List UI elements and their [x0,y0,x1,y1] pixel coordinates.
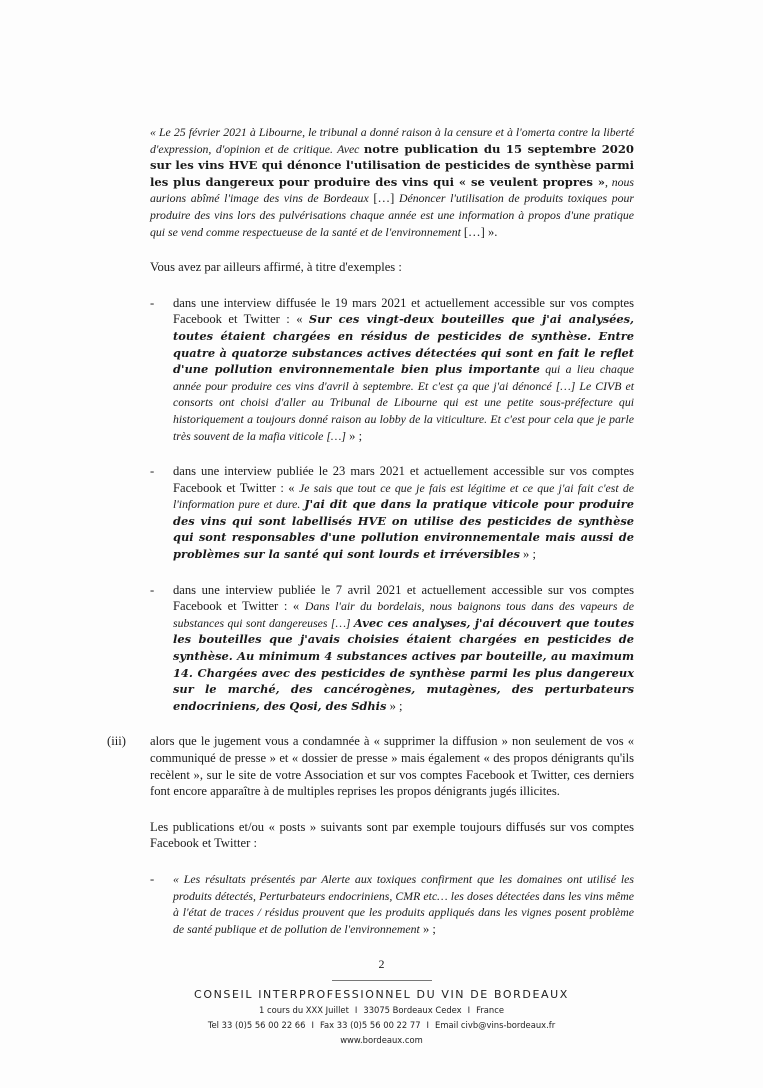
quote-intro-italic-2: , nous aurions abîmé l'image des vins de Bordeaux [150,174,635,206]
footer-divider [332,980,432,981]
footer-fax: Fax 33 (0)5 56 00 22 77 [319,1020,421,1031]
separator: I [311,1020,314,1031]
bullet-lead: dans une interview publiée le 23 mars 2021 et actuellement accessible sur vos comptes Facebook et Twitter : « [173,464,634,495]
address-street: 1 cours du XXX Juillet [259,1005,349,1016]
post-quote: « Les résultats présentés par Alerte aux toxiques confirment que les domaines ont utilisé les produits détectés, Perturbateurs endocriniens, CMR etc… les doses détectées dans les vins même à l'état de traces / résidus prouvent que les produits appliqués dans les vignes posent problème de santé publique et de pollution de l'environnement [173,871,634,936]
list-item [150,582,634,715]
bullet-tail: » ; [386,698,403,713]
separator: I [354,1005,358,1016]
bullet-lead: dans une interview diffusée le 19 mars 2021 et actuellement accessible sur vos comptes Facebook et Twitter : « [173,295,634,327]
bullet-dash: - [150,582,155,597]
footer-contact [0,1018,763,1033]
bullet-italic-quote: Je sais que tout ce que je fais est légitime et ce que j'ai fait c'est de l'information pure et dure. [173,480,634,512]
footer-organization: CONSEIL INTERPROFESSIONNEL DU VIN DE BORDEAUX [194,988,569,1002]
address-country: France [476,1005,504,1016]
bullet-lead: dans une interview publiée le 7 avril 2021 et actuellement accessible sur vos comptes Facebook et Twitter : « [173,582,634,614]
bullet-tail: » ; [519,547,536,562]
body-column [107,124,635,937]
posts-intro-text: Les publications et/ou « posts » suivants sont par exemple toujours diffusés sur vos comptes Facebook et Twitter : [150,819,634,851]
bullet-dash: - [150,871,155,886]
quote-intro-bold: notre publication du 15 septembre 2020 sur les vins HVE qui dénonce l'utilisation de pesticides de synthèse parmi les plus dangereux pour produire des vins qui « se veulent propres » [150,141,634,189]
quote-paragraph [150,124,634,240]
list-item [150,871,634,937]
page-footer [0,956,763,1048]
bullet-tail: » ; [346,428,363,443]
footer-email[interactable]: Email civb@vins-bordeaux.fr [435,1020,556,1031]
bullet-dash: - [150,464,155,479]
bullet-dash: - [150,295,155,310]
list-item [150,463,634,563]
section-iii-text: alors que le jugement vous a condamnée à « supprimer la diffusion » non seulement de vos « communiqué de presse » et « dossier de presse » mais également « des propos dénigrants qu'ils recèlent », sur le site de votre Association et sur vos comptes Facebook et Twitter, ces derniers font encore apparaître à de multiples reprises les propos dénigrants jugés illicites. [150,734,634,799]
address-city: 33075 Bordeaux Cedex [363,1005,462,1016]
section-numeral: (iii) [107,734,126,749]
examples-intro-text: Vous avez par ailleurs affirmé, à titre d'exemples : [150,260,402,275]
footer-tel: Tel 33 (0)5 56 00 22 66 [207,1020,306,1031]
separator: I [426,1020,430,1031]
footer-website[interactable]: www.bordeaux.com [340,1035,423,1046]
list-item [150,295,634,444]
quote-intro-italic: « Le 25 février 2021 à Libourne, le tribunal a donné raison à la censure et à l'omerta contre la liberté d'expression, d'opinion et de critique. Avec [150,125,634,156]
quote-end: […] ». [463,224,498,239]
bullet-italic-quote: qui a lieu chaque année pour produire ces vins d'avril à septembre. Et c'est ça que j'ai dénoncé […] Le CIVB et consorts ont choisi d'aller au Tribunal de Libourne qui est une petite sous-préfecture qui historiquement a toujours donné raison au lobby de la viticulture. Et c'est pour cela que je parle très souvent de la mafia viticole […] [173,362,634,443]
bullet-bold-quote: Sur ces vingt-deux bouteilles que j'ai analysées, toutes étaient chargées en résidus de pesticides de synthèse. Entre quatre à quatorze substances actives détectées qui sont en fait le reflet d'une pollution environnementale bien plus importante [173,312,634,377]
separator: I [467,1005,471,1016]
quote-ellipsis: […] [373,191,395,206]
post-tail: » ; [419,921,436,936]
section-iii-paragraph [107,733,634,799]
bullet-bold-quote: J'ai dit que dans la pratique viticole pour produire des vins qui sont labellisés HVE on utilise des pesticides de synthèse qui sont responsables d'une pollution environnementale mais aussi de problèmes sur la santé qui sont lourds et irréversibles [173,497,634,562]
quote-intro-italic-3: Dénoncer l'utilisation de produits toxiques pour produire des vins lors des pulvérisations chaque année est une information à propos d'une pratique qui se vend comme respectueuse de la santé et de l'environnement [150,191,634,239]
footer-address [0,1003,763,1018]
bullet-bold-quote: Avec ces analyses, j'ai découvert que toutes les bouteilles que j'avais choisies étaient chargées en pesticides de synthèse. Au minimum 4 substances actives par bouteille, au maximum 14. Chargées avec des pesticides de synthèse parmi les plus dangereux sur le marché, des cancérogènes, mutagènes, des perturbateurs endocriniens, des Qosi, des Sdhis [173,615,634,713]
page-number: 2 [378,957,385,972]
bullet-italic-quote: Dans l'air du bordelais, nous baignons tous dans des vapeurs de substances qui sont dangereuses […] [173,599,634,630]
